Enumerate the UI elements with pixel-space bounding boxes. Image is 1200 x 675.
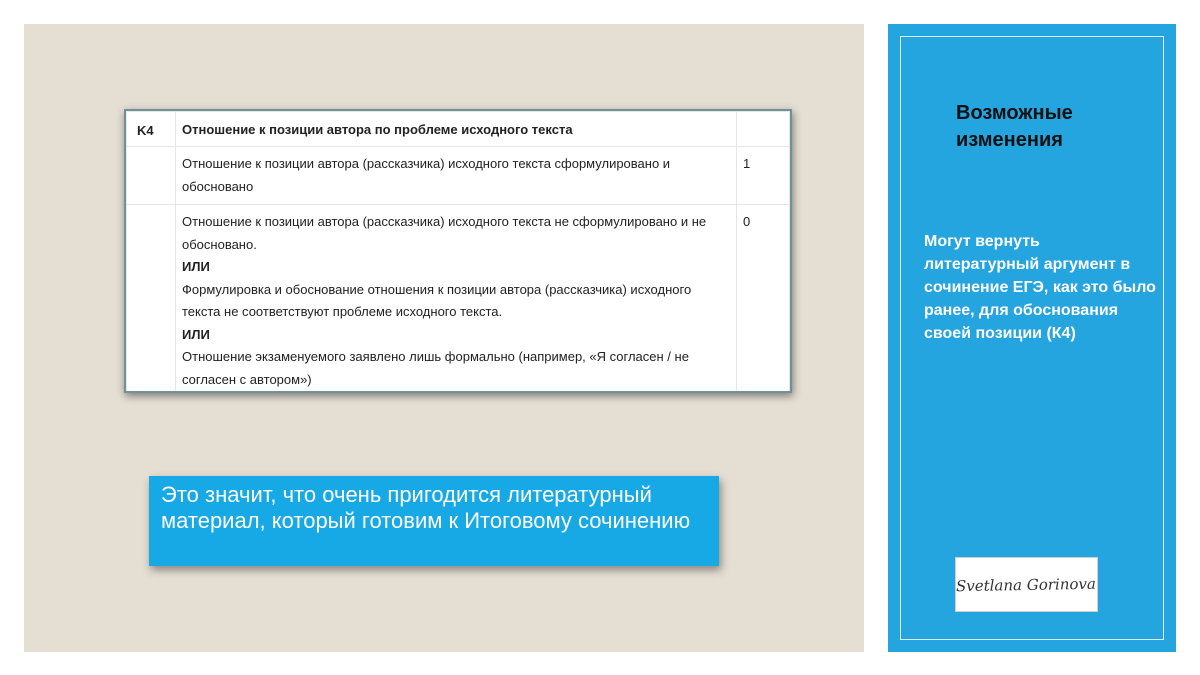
score-header-cell	[737, 112, 790, 147]
criteria-row-score: 1	[737, 147, 790, 205]
criteria-paragraph: Формулировка и обоснование отношения к позиции автора (рассказчика) исходного текста не соответствуют проблеме исходного текста.	[182, 281, 692, 319]
note-callout	[149, 476, 719, 566]
criteria-row-description	[176, 205, 737, 394]
sidebar-body-text: Могут вернуть литературный аргумент в сочинение ЕГЭ, как это было ранее, для обоснования своей позиции (К4)	[924, 233, 1156, 342]
signature-logo	[955, 557, 1098, 612]
right-sidebar	[888, 24, 1176, 652]
sidebar-heading: Возможные изменения	[956, 102, 1073, 151]
criteria-row-code-cell	[127, 205, 176, 394]
criteria-paragraph: Отношение к позиции автора (рассказчика) исходного текста не сформулировано и не обосновано.	[182, 214, 707, 252]
note-text: Это значит, что очень пригодится литературный материал, который готовим к Итоговому сочинению	[161, 482, 691, 533]
criteria-header-row	[127, 112, 790, 147]
criteria-row-code-cell	[127, 147, 176, 205]
or-separator: ИЛИ	[182, 326, 210, 342]
criteria-paragraph: Отношение экзаменуемого заявлено лишь формально (например, «Я согласен / не согласен с автором»)	[182, 349, 689, 387]
criteria-row-score: 0	[737, 205, 790, 394]
criteria-table-card	[124, 109, 792, 393]
criteria-paragraph: Отношение к позиции автора (рассказчика) исходного текста сформулировано и обосновано	[182, 156, 671, 194]
or-separator: ИЛИ	[182, 259, 210, 274]
signature-handwriting	[956, 558, 1097, 611]
criterion-title-cell	[176, 112, 737, 147]
svg-text:Svetlana Gorinova: Svetlana Gorinova	[956, 574, 1097, 596]
criteria-table	[126, 111, 790, 393]
criterion-title: Отношение к позиции автора по проблеме исходного текста	[182, 122, 573, 137]
criterion-code: K4	[127, 112, 176, 147]
criteria-row	[127, 205, 790, 394]
criteria-row	[127, 147, 790, 205]
criteria-row-description	[176, 147, 737, 205]
